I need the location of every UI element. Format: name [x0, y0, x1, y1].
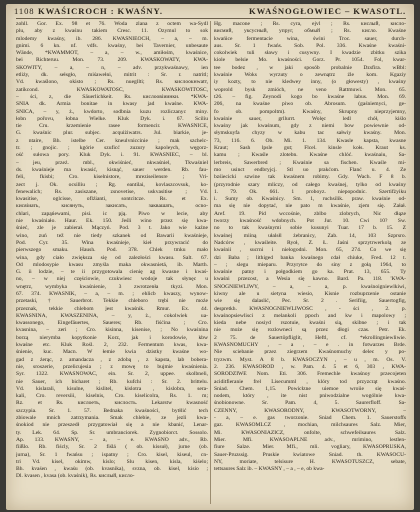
text-line: zect j. Ok. ocsilliu ; Rg. eantilai, kovlaszcovsuk, ko-: [16, 181, 208, 188]
text-line: jurna), Sr. 1 fwańsu ; ispatny ; Cro. kisel, kiseul, cn-: [16, 451, 208, 458]
text-line: kieda nebe nosiyd rszotuie, kwaśni sią, skibne ; i tak: [214, 320, 406, 327]
text-line: tettsaures Salz ib. – KWASNY , – a , – e, ob kwa-: [214, 466, 325, 473]
text-line: wnętrz, wymbyka kwaśnienie, 3 zwrotzenła tkyzi. Mon.: [16, 283, 208, 290]
text-line: SORODZIWE Nom. Eti. 306. Fremechle kwaśnoy przecojeten: [214, 371, 406, 378]
left-column: [16, 21, 208, 506]
text-line: słymskuyfa chyzy w kabu tac sałwiy kwaśny. Mon.: [214, 130, 406, 137]
text-line: wino, zuń tež nie tiedy szkanek od Bawarii kwaśnieje,: [16, 232, 208, 239]
text-line: 1. 79. Ok. 661. 1 proboyz. niepopodnic. Szertifżyiku: [214, 188, 406, 195]
text-line: szczypia. Sr. 1. 57. Bednaka kwaśności, bytłlić tech: [16, 407, 208, 414]
text-line: tr. ; gnojic. ; kgórie szuficć zuzury kapoleych, węgorz-: [16, 145, 208, 152]
text-line: gaz. KWASOMLCZ , mochian, milchsaures Salz. Mier,: [214, 422, 406, 429]
text-line: fiure Salze. Mier. Mfi., mli. vogliary, KWASOPRUSKA,: [214, 444, 406, 451]
text-line: cokolwiek tuli sławy i cusywny. I kwadzie zbitku szika: [214, 50, 406, 57]
right-column: [214, 21, 406, 506]
text-line: Vd. kislarali, kisulne, kislitel, kislotra , kislobra, sera-: [16, 385, 208, 392]
text-line: – ; slegu mieparu. Przyrytce do siny z gołą 1964, to: [214, 261, 406, 268]
text-line: wina, gdy ciało zwiększa się od zalezłości kwasu. Salt. 67.: [16, 254, 208, 261]
text-line: fo ob. pompoltm). Kwaśny, Skrupny nieprzyjemny,: [214, 108, 406, 115]
text-line: śnienie, kuc. Macn. W łemie kwia dzistky kwaśne wo-: [16, 349, 208, 356]
text-line: ds. kwaśnieje ma kwasić, kisnąć, sauer werden. Rb. fau-: [16, 166, 208, 173]
text-line: nie, sroszerie, przelicujesia ; z mowę to bujmie kwaśnienia.: [16, 363, 208, 370]
text-line: kwaśnie Woks wyrzuty o zewnątrz źle kom. Kgaziy: [214, 72, 406, 79]
text-line: ty. Lek. 64. Sp. Sr. umbranciorek. Zygnobiorct. Sossolo.: [16, 429, 208, 436]
text-line: Sauer-Pruzssig. Pruskie kwiatowe Sniad. th. KWASOCU-: [214, 451, 406, 458]
text-line: NY, moriate, telsisure H. KWASOTUSZCZ, sebate,: [214, 458, 406, 465]
text-line: Syr. 1322. KWASNOWAC, ein. Sr. 2, uppee. skolbneli,: [16, 371, 208, 378]
text-line: 73, 116. 6. Ob. Mi. 1. 134. Kwasle kapsta, kwasne: [214, 137, 406, 144]
text-line: przetaski, † Sauerbrot. Tekkie chleboro trębi nie może: [16, 298, 208, 305]
text-line: mo usinct endbryjcj. Stl uo prakćom. Flanć u. 4. Ze: [214, 166, 406, 173]
text-line: 67. 374. KWASNIK, – a, – m. ; ehlicb kwaszy, wynow-: [16, 290, 208, 297]
text-line: no to tak kwaśnymi sobie kusunyi Tuar. 17 b. 15. Z: [214, 225, 406, 232]
text-line: lerbreis, Sawerbred ; Kwaśnie sa fischen. Kwaśle mi-: [214, 159, 406, 166]
text-line: 206, na kwaśne piwo ob. Abrosum. (gaśniemyci, ge-: [214, 101, 406, 108]
text-line: kwańice fermentacie wina, świni Troc. sauer, durch-: [214, 35, 406, 42]
text-line: kwaśnej miiną ułalsłl żebranicy, Zab. 14, 103 Szprsro.: [214, 232, 406, 239]
text-line: nie kwaśniało. Haur. Ek. 150. Jeśli wino przez się kwa-: [16, 218, 208, 225]
text-line: Bh. kvaśen , kwaśu (ob. kvasnika), svzna, ob. kisel, kisio ;: [16, 466, 208, 473]
text-line: Dl. kvasen , kvasa (ob. kvaśnik), Rs. кислый, кисло-: [16, 473, 135, 480]
text-line: tee bodez , w jaki sposób probalnie Dzsfira. wBbl:: [214, 64, 406, 71]
text-line: z ntaire, Bh. istelbe Cer. kneulvniccinie ; mak szchelc-: [16, 137, 208, 144]
text-line: nodem, który , ite nist pniwodzialne wogólnie kwa-: [214, 393, 406, 400]
text-line: śnokiod nie przeszedł przygatowiał się a nie kbanić, Lenar-: [16, 422, 208, 429]
text-line: – jeu, przeż. mbl., okwiśnieć, nkwaśniel, Tkwaśniel: [16, 159, 208, 166]
text-line: kiole belsie Mo. kwaśności. Gorz. Pr. 1054. Fol, kwar-: [214, 57, 406, 64]
text-line: ma się nie dopytać, nie pato m kwaśnie, zjem się. Załał.: [214, 203, 406, 210]
text-line: висмий, уксусный, упруг, обмый ; Rs. кисло. Kwaśne: [214, 28, 406, 35]
text-line: plu, aby z kwaśnu takiem Cresc. 11. Ozymul to sok: [16, 28, 208, 35]
text-line: kwaśni przezost, a Wesia się kawno. Bard. Pa. 118. 'KWA-: [214, 276, 406, 283]
text-line: kwaśnii , sucrni i nielogodni. Mon. 65, 274. Co we się: [214, 247, 406, 254]
text-line: etliży, dk. sełsgło, miśawełni, mitrit : Sr. r. natritl;: [16, 72, 208, 79]
text-line: kwaśny jak kwaśnum, gdy z niemi bow powiewnie od-: [214, 123, 406, 130]
text-line: SKOWITY, – a, – n, – adv. przykwaśnawy, ien: [16, 64, 208, 71]
text-line: G. kwaśnic plur. subjec. acquiżiwatrs. Jul. biarkie, je-: [16, 130, 208, 137]
text-line: Od mlodosypie kwasu zmyśla maka okwasnietá, ib. Marth.: [16, 261, 208, 268]
text-line: Hg. macone ; Rs. cyra, ejvl ; Rs. кислый, кисло-: [214, 21, 406, 27]
text-line: nie może się rozlowneci są przez dłogi czas. Petr. Ek.: [214, 327, 406, 334]
text-line: t26. – fig. Żeynodi kogo bo kwaśne labus. Mon. 69.: [214, 93, 406, 100]
text-line: kwaśnie sauer, grllurrt. Wolęc ledl chół, kiślo: [214, 115, 406, 122]
page-header: [14, 6, 406, 18]
text-line: tie Cru. krzemienie rasee formencir. KWASNICE,: [16, 123, 208, 130]
text-line: SNOGNIEWLIWY, – a, – a, p. kwaśnoigniewlkiwi,: [214, 283, 406, 290]
text-line: Aref. 19. Pid wccośnie, zblbo zlobrych, Nic dłąze: [214, 210, 406, 217]
text-line: przeznak, tekkie chlebom jest kwaśnik. Rmur. Ex. 44.: [16, 305, 208, 312]
dictionary-page: [6, 4, 414, 510]
text-line: zbiowale mnich zatrzymania. Smak chlebie, ze jezli kwa-: [16, 415, 208, 422]
left-running-head: KWAŚICROCH : KWAŚNY.: [38, 6, 163, 16]
text-line: bei Richteruu. Mon. 73. 209. KWAŚKOWATY, KWA-: [16, 57, 208, 64]
text-line: Rz. et Rs. кислоeть, кислость. Lekarstw kwasność: [16, 400, 208, 407]
text-line: i. Sumy ob. Kwaśnicy. Sm. 1, ruchsilik. praw. kwaśnie od-: [214, 196, 406, 203]
text-line: tworzy kwaśność wdobnych. Pot Jur. 10. Cwi 10? Sw.: [214, 218, 406, 225]
text-line: kamu ; Kwaśle zlotebn. Kwaśne chlóć. kwaśnaiu, Sa-: [214, 152, 406, 159]
text-line: gnimi. 6 kn. nf. vdfs. kwaśny, bei Tavernier, unbesaute: [16, 42, 208, 49]
text-line: bzśiecicki szwine tak kwaśnem robimy. Gdy. Wach. F 8 b.: [214, 174, 406, 181]
text-line: łobn pořovu, łobna Wielke. Kluk Dyk. i. 67. Sciliu: [16, 115, 208, 122]
text-line: chlari, zapąńewami, pisi. ic pją. Piwo w lecie, aby: [16, 210, 208, 217]
text-line: (przyrodnie szary mliczy, od całego kwaśnej, tylko od kwaśny: [214, 181, 406, 188]
text-line: CZENNY, KWASORODNY, KWASOTWORNY, –: [214, 407, 406, 414]
text-line: 2 75. de Sauertöpfliglit, Heftl, cf. *ekrollingniewliwie.: [214, 334, 406, 341]
text-line: fiißlo. Rb. fiścly, Sr. 2 fiślá ( ob. kissuł), jurne (ob.: [16, 444, 208, 451]
text-line: kiwny ale u sietyna wiesio, Kisnie rozbuprzenie ostanie: [214, 290, 406, 297]
text-line: Pod. Cyr. 35. Wina kwaśnieje, kieł przywracić do: [16, 239, 208, 246]
text-line: gad z żerąc, z amandacza , z zdobą , z kapsta, lab bobera-: [16, 356, 208, 363]
text-line: feli, fkisbi; Cro. kiselnistore, mreziseilensre ; Vri-: [16, 174, 208, 181]
column-divider: [210, 21, 211, 504]
text-line: G. ii lodzie, – te ii przygotowala cienię ag kwasne i kwaś-: [16, 269, 208, 276]
text-line: kali, Cro. reversiii, kiselnis, Cro. kiselicolra, Rs. 1. m;: [16, 393, 208, 400]
text-line: KWASNOMUCHY , – a , – e . in fotwarzes Brde.: [214, 342, 406, 349]
text-line: SNIA dk. Armia bonitae in kwasy jad kwaśne. KWA-: [16, 101, 208, 108]
text-line: Wände, *KWAMMOT, – a, – w., amiłośm, kwaśnice,: [16, 50, 208, 57]
right-running-head: KWAŚNOGŁOWIEC – KWASOTL.: [249, 6, 406, 16]
text-line: wie się dalaslić, Pec. Sr. 2 . Serifiig, Sauertogfig,: [214, 298, 406, 305]
text-line: Nadcórw , kwaśleite. Ryoł, Ż. Ł. Jaśni sprzytrwerkolą ze: [214, 239, 406, 246]
text-line: SNICA, – y, ż., kwdorto, sodbnia kuzu rozliczanyc miny.: [16, 108, 208, 115]
text-line: Ap. 133. KWASNY, – a, – e. KWASNO adv., Rb.: [16, 436, 208, 443]
text-line: pierwszego smaku. Haush. Pod. 378. Chlek tmku mało: [16, 247, 208, 254]
text-line: Nie sciebanie przez ziegrzem Kwaśnomuchy delec y po-: [214, 349, 406, 356]
text-line: woprold bysk zmióch, ne veno Rattmuwi. Mon. 65.: [214, 86, 406, 93]
text-line: kwaśnopsiewlisci z melankoli ppoch and kw i mapolowy ;: [214, 312, 406, 319]
text-line: Sniad. Chem. 1,15. Powicłzne uiemoe wroiie się kwaś-: [214, 385, 406, 392]
text-line: – ści, z, die Säuerlichkeit. Rs. кислоoвiиинки. *KWA-: [16, 93, 208, 100]
text-line: zohll. Gor. Ex. 98 et 76. Woda zlana z octem wa-Sydl: [16, 21, 208, 27]
text-line: iy kozty, to nie kledwey inny, (o głowesty) , kwaśny: [214, 79, 406, 86]
text-line: - a, – e. gas tworzonie. Sniad Chem. 1. Sauerstoffs: [214, 415, 406, 422]
text-line: kwassonego, Eingefäuertes, Saueres; Rb. fiśćina ; Cro.: [16, 320, 208, 327]
text-line: despretkh. KWASNOGNIEWLIWOŚĆ , - ści , 2. p.: [214, 305, 406, 312]
text-line: Mier. Mfi. KWASOAPLNE adv., mrimino, lestlen-: [214, 436, 406, 443]
text-line: tri Vd. kisel, okimw, kislo; Slu kisen, kisla, kiśelo;: [16, 458, 208, 465]
page-number: 1108: [14, 6, 35, 16]
text-line: кисяiиать, кисянуть, закисать, заквашать, ocno-: [16, 203, 208, 210]
text-line: Mi. KWASONIAZICZ, onfolte, schwefeilsaures Salz.: [214, 429, 406, 436]
text-line: Kraut; Sash lpsle gut; Flcel. kinsle kołs. Kraut ks.: [214, 145, 406, 152]
text-line: aciditfieranie frel Lisecumml , klóry tod przyzcrąt kwaśno.: [214, 378, 406, 385]
text-line: mlodemy kwaśny, ib. 286. KWAŚNIEOCH, – a, – m.: [16, 35, 208, 42]
text-line: zatikcond. KWAŚKOWATOŚĆ, KWASKOWITOSC,: [16, 86, 208, 93]
text-line: nie Sauer, ich bicharet ; Rb. kufchi : Sr. 2. brittelu.: [16, 378, 208, 385]
text-line: śnieć, zle je zabierał. Mączyń. Pod. 3 t. Jako wie kaźne: [16, 225, 208, 232]
text-line: KWASNINA, KWASZENINA, – y, ż., cokolwiek ua-: [16, 312, 208, 319]
text-line: no, – w niej częściowie, czukwiesc wodoje tak słynęc u: [16, 276, 208, 283]
text-line: borzą nierymba kopytkonie Korz, jak i korodowie, kbw: [16, 334, 208, 341]
text-line: kvasnina, – zeri ; Cro. kisinna, kisenise, ; No kwaśnina: [16, 327, 208, 334]
text-line: Vd. kwaślono, okisto ; Rs. nuegllti; Rs. кислоокнwatт,: [16, 79, 208, 86]
text-line: tryzwm. Myst. A 8 b. KWASOCZYN , – u , m. Os. V.: [214, 356, 406, 363]
text-line: dzi Baba ; lithiged banka kwaśnego cdał chiuke, Fred. 12 t.: [214, 254, 406, 261]
text-line: 2. 236. KWASORÓD , w. Pam. 4. 5 et 6, 303 , KWA-: [214, 363, 406, 370]
text-line: ość sułowa pory. Kluk Dyk. i. 91. KWASNIEC, – bl.: [16, 152, 208, 159]
text-line: aus. Sr. 1 fwańs. Sob. Pol. 336. Kwaśne kwaśni-: [214, 42, 406, 49]
text-line: kwaśne etc. Kluk Rośl. 2, 232. Fermentum kwas, kwa-: [16, 342, 208, 349]
header-rule: [16, 18, 406, 19]
text-line: kwasitise, oglcisse, oflżianti, sontcitcze. Rs. et Ex.: [16, 196, 208, 203]
text-line: śnobionowne. Sr. Pam. 4, 5. Saurerfloff. Sa-: [214, 400, 406, 407]
text-line: fenewalich; Rs. zasiszane, zsnovetise, uskvasitise ; Vd.: [16, 188, 208, 195]
text-line: kwaśnie patny i połgodkiem go ka. Prat. 13, 655. Ty: [214, 269, 406, 276]
